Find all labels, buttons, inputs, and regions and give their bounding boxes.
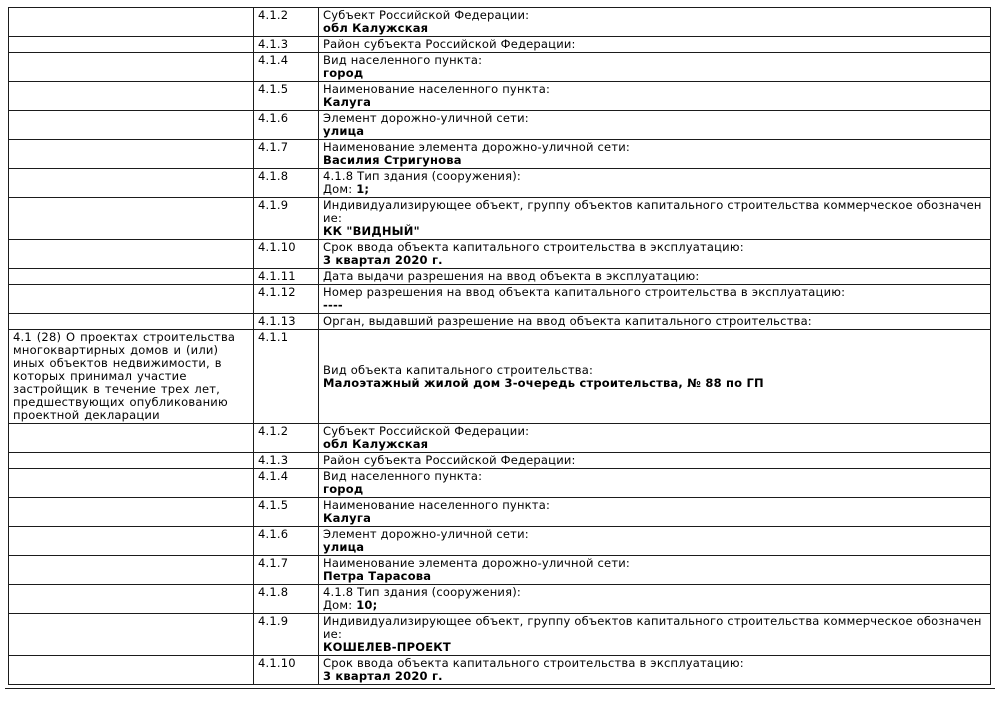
row-content-cell [319, 614, 991, 656]
row-label: Субъект Российской Федерации: [323, 424, 530, 438]
row-label: Элемент дорожно-уличной сети: [323, 111, 529, 125]
row-code: 4.1.13 [254, 314, 319, 330]
row-code: 4.1.3 [254, 453, 319, 469]
left-spacer-cell [9, 269, 254, 285]
row-value-line [323, 641, 987, 654]
left-spacer-cell [9, 314, 254, 330]
left-spacer-cell [9, 37, 254, 53]
table-row [9, 453, 991, 469]
row-content-cell [319, 498, 991, 527]
left-spacer-cell [9, 169, 254, 198]
row-value-line [323, 299, 987, 312]
row-code: 4.1.4 [254, 469, 319, 498]
row-content-cell [319, 453, 991, 469]
left-spacer-cell [9, 585, 254, 614]
row-value-line [323, 670, 987, 683]
table-row [9, 527, 991, 556]
row-value: 3 квартал 2020 г. [323, 669, 443, 683]
row-value: Калуга [323, 95, 372, 109]
row-label: Номер разрешения на ввод объекта капитального строительства в эксплуатацию: [323, 285, 846, 299]
row-content-cell [319, 656, 991, 685]
row-content-cell [319, 556, 991, 585]
row-content-cell [319, 240, 991, 269]
row-code: 4.1.6 [254, 111, 319, 140]
row-value: улица [323, 124, 365, 138]
row-code: 4.1.7 [254, 140, 319, 169]
left-spacer-cell [9, 527, 254, 556]
row-label: Индивидуализирующее объект, группу объектов капитального строительства коммерческое обозначение: [323, 198, 982, 225]
table-row [9, 53, 991, 82]
row-value-line [323, 125, 987, 138]
row-content-cell [319, 585, 991, 614]
row-label: Вид населенного пункта: [323, 53, 483, 67]
row-label: Срок ввода объекта капитального строительства в эксплуатацию: [323, 240, 744, 254]
bottom-page-rule [5, 688, 995, 689]
row-code: 4.1.2 [254, 424, 319, 453]
table-row [9, 140, 991, 169]
row-content-cell [319, 314, 991, 330]
row-value: улица [323, 540, 365, 554]
row-content-cell [319, 140, 991, 169]
table-row [9, 8, 991, 37]
table-row [9, 424, 991, 453]
row-value-prefix: Дом: [323, 182, 357, 196]
row-code: 4.1.11 [254, 269, 319, 285]
row-code: 4.1.2 [254, 8, 319, 37]
table-row [9, 169, 991, 198]
declaration-table [8, 7, 991, 685]
table-row [9, 240, 991, 269]
left-spacer-cell [9, 424, 254, 453]
row-value-line [323, 438, 987, 451]
row-content-cell [319, 269, 991, 285]
row-content-cell [319, 8, 991, 37]
row-content-cell [319, 424, 991, 453]
row-label: Район субъекта Российской Федерации: [323, 37, 576, 51]
row-value-line [323, 483, 987, 496]
left-spacer-cell [9, 469, 254, 498]
left-spacer-cell [9, 53, 254, 82]
left-spacer-cell [9, 614, 254, 656]
row-value: 10; [356, 598, 378, 612]
section-description: 4.1 (28) О проектах строительства многоквартирных домов и (или) иных объектов недвижимости, в которых принимал участие застройщик в течение трех лет, предшествующих опубликованию проектной декларации [13, 330, 236, 422]
left-spacer-cell [9, 82, 254, 111]
row-code: 4.1.9 [254, 614, 319, 656]
row-code: 4.1.1 [254, 330, 319, 424]
table-row [9, 556, 991, 585]
row-value: город [323, 482, 364, 496]
row-value: 1; [356, 182, 370, 196]
row-content-cell [319, 198, 991, 240]
row-label: Дата выдачи разрешения на ввод объекта в эксплуатацию: [323, 269, 700, 283]
row-value-line [323, 225, 987, 238]
declaration-table-body [9, 8, 991, 685]
table-row [9, 314, 991, 330]
row-label: Субъект Российской Федерации: [323, 8, 530, 22]
row-label: Вид объекта капитального строительства: [323, 362, 594, 377]
table-row [9, 656, 991, 685]
row-value-prefix: Дом: [323, 598, 357, 612]
row-code: 4.1.7 [254, 556, 319, 585]
table-row [9, 330, 991, 424]
table-row [9, 198, 991, 240]
row-label: Индивидуализирующее объект, группу объектов капитального строительства коммерческое обозначение: [323, 614, 982, 641]
row-code: 4.1.3 [254, 37, 319, 53]
row-value: обл Калужская [323, 21, 429, 35]
left-spacer-cell [9, 198, 254, 240]
row-value: ---- [323, 298, 343, 312]
table-row [9, 37, 991, 53]
row-value: Петра Тарасова [323, 569, 432, 583]
row-value: Калуга [323, 511, 372, 525]
table-row [9, 111, 991, 140]
row-label: Наименование населенного пункта: [323, 82, 551, 96]
left-spacer-cell [9, 8, 254, 37]
left-spacer-cell [9, 453, 254, 469]
row-content-cell [319, 469, 991, 498]
row-content-cell [319, 330, 991, 424]
row-content-cell [319, 82, 991, 111]
row-value: Василия Стригунова [323, 153, 462, 167]
left-spacer-cell [9, 140, 254, 169]
table-row [9, 614, 991, 656]
row-code: 4.1.8 [254, 169, 319, 198]
row-label: 4.1.8 Тип здания (сооружения): [323, 169, 521, 183]
left-spacer-cell [9, 285, 254, 314]
row-value: КК "ВИДНЫЙ" [323, 224, 420, 238]
row-code: 4.1.4 [254, 53, 319, 82]
row-value: Малоэтажный жилой дом 3-очередь строительства, № 88 по ГП [323, 375, 764, 390]
row-code: 4.1.6 [254, 527, 319, 556]
row-content-cell [319, 169, 991, 198]
row-label: Наименование элемента дорожно-уличной сети: [323, 556, 630, 570]
row-value-line [323, 254, 987, 267]
row-value-line [323, 183, 987, 196]
row-code: 4.1.8 [254, 585, 319, 614]
row-code: 4.1.12 [254, 285, 319, 314]
row-value-line [323, 96, 987, 109]
row-value: город [323, 66, 364, 80]
row-value-line [323, 599, 987, 612]
left-spacer-cell [9, 111, 254, 140]
row-code: 4.1.10 [254, 240, 319, 269]
left-spacer-cell [9, 556, 254, 585]
row-label: 4.1.8 Тип здания (сооружения): [323, 585, 521, 599]
row-value-line [323, 541, 987, 554]
row-content-cell [319, 527, 991, 556]
row-content-cell [319, 285, 991, 314]
row-value: КОШЕЛЕВ-ПРОЕКТ [323, 640, 451, 654]
section-description-cell [9, 330, 254, 424]
row-value-line [323, 512, 987, 525]
row-label: Вид населенного пункта: [323, 469, 483, 483]
row-value: обл Калужская [323, 437, 429, 451]
table-row [9, 82, 991, 111]
table-row [9, 269, 991, 285]
table-row [9, 585, 991, 614]
row-value: 3 квартал 2020 г. [323, 253, 443, 267]
table-row [9, 285, 991, 314]
row-label: Орган, выдавший разрешение на ввод объекта капитального строительства: [323, 314, 812, 328]
row-label: Район субъекта Российской Федерации: [323, 453, 576, 467]
row-label: Элемент дорожно-уличной сети: [323, 527, 529, 541]
left-spacer-cell [9, 240, 254, 269]
row-code: 4.1.5 [254, 82, 319, 111]
row-content-cell [319, 53, 991, 82]
row-value-line [323, 67, 987, 80]
row-content-cell [319, 37, 991, 53]
left-spacer-cell [9, 656, 254, 685]
row-code: 4.1.10 [254, 656, 319, 685]
row-label: Срок ввода объекта капитального строительства в эксплуатацию: [323, 656, 744, 670]
row-content-cell [319, 111, 991, 140]
row-label: Наименование населенного пункта: [323, 498, 551, 512]
table-row [9, 498, 991, 527]
left-spacer-cell [9, 498, 254, 527]
row-label: Наименование элемента дорожно-уличной сети: [323, 140, 630, 154]
row-value-line [323, 570, 987, 583]
row-code: 4.1.9 [254, 198, 319, 240]
row-value-line [323, 154, 987, 167]
row-code: 4.1.5 [254, 498, 319, 527]
row-value-line [323, 377, 987, 390]
table-row [9, 469, 991, 498]
row-value-line [323, 22, 987, 35]
